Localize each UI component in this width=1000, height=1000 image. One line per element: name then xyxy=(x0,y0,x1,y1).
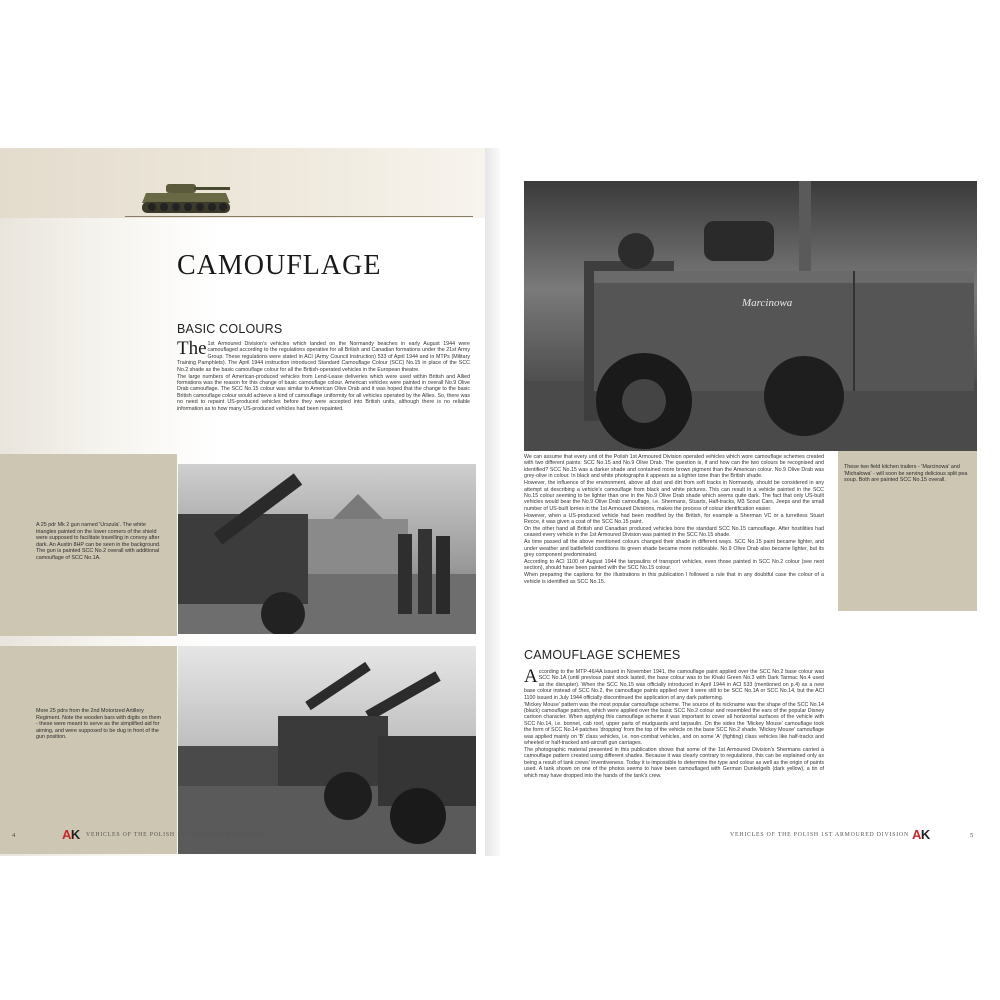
section-heading-basic-colours: BASIC COLOURS xyxy=(177,322,283,336)
photo-25pdr-guns xyxy=(178,646,476,854)
body-para-4: On the other hand all British and Canadian produced vehicles bore the standard SCC No.15 camouflage. After hostilities had ceased every vehicle in the 1st Armoured Division was painted in the SCC No.15 shade. xyxy=(524,525,824,539)
header-rule xyxy=(125,216,473,217)
section-heading-camouflage-schemes: CAMOUFLAGE SCHEMES xyxy=(524,648,681,662)
photo-3-image xyxy=(524,181,977,451)
body-para-6: According to ACI 1100 of August 1944 the tarpaulins of transport vehicles, even those painted in SCC No.2 colour (see next section), should have been painted with the SCC No.15 colour. xyxy=(524,559,824,572)
intro-paragraph: 1st Armoured Division's vehicles which landed on the Normandy beaches in early August 1944 were camouflaged according to the regulations operative for all British and Canadian formations under the 21st Army Group. These regulations were stated in ACI (Army Council Instruction) 533 of April 1944 and in MTPs (Military Training Pamphlets). The April 1944 instruction introduced Standard Camouflage Colour (SCC) No.15 in place of the SCC No.2 shade as the basic camouflage colour for all the British-operated vehicles in the European theatre. xyxy=(177,341,470,373)
caption-3: These two field kitchen trailers - 'Marcinowa' and 'Michałowa' - will soon be serving delicious split pea soup. Both are painted SCC No.15 overall. xyxy=(844,464,968,484)
caption-2: More 25 pdrs from the 2nd Motorized Artillery Regiment. Note the wooden bars with digits on them - these were meant to serve as the simplified aid for aiming, and were supposed to be dug in front of the gun position. xyxy=(36,708,161,741)
schemes-para-2: 'Mickey Mouse' pattern was the most popular camouflage scheme. The source of its nickname was the shape of the SCC No.14 (black) camouflage patches, which were applied over the basic SCC No.2 colour and resembled the ears of the popular Disney cartoon character. When applying this camouflage scheme it was important to cover all horizontal surfaces of the vehicle with SCC No.14, i.e. bonnet, cab roof, upper parts of mudguards and tarpaulin. On the sides the 'Mickey Mouse' camouflage took the form of SCC No.14 patches 'dropping' from the top of the vehicle on the base SCC No.2 shade. 'Mickey Mouse' camouflage was applied mainly on 'B' class vehicles, i.e. non-combat vehicles, and on some 'A' (fighting) class vehicles like half-tracks and wheeled or half-tracked anti-aircraft gun carriages. xyxy=(524,701,824,746)
body-para-5: As time passed all the above mentioned colours changed their shade in different ways. SCC No.15 paint became lighter, and under weather and battlefield conditions its green shade became more noticeable. No.9 Olive Drab also became lighter, but its grey component predominated. xyxy=(524,539,824,559)
body-para-1: We can assume that every unit of the Polish 1st Armoured Division operated vehicles which wore camouflage schemes created with two different paints: SCC No.15 and No.9 Olive Drab. The question is, if and how can the two colours be recognised and identified? SCC No.15 was a darker shade and contained more brown pigment than the American colour. No.9 Olive Drab was grey-olive in colour. In black and white photographs it appears as a lighter tone than the British shade. xyxy=(524,454,824,480)
page-title: CAMOUFLAGE xyxy=(177,250,382,281)
book-gutter xyxy=(485,148,500,856)
ak-logo-icon-right: AK xyxy=(912,827,930,842)
schemes-para-1: ccording to the MTP-46/4A issued in November 1941, the camouflage paint applied over the SCC No.2 base colour was SCC No.1A (until previous paint stock lasted, the base colour was to be Khaki Green No.3 with Dark Tarmac No.4 used as the disrupter). When the SCC No.15 was officially introduced in April 1944 in ACI 533 (mentioned on p.4) as a new base colour instead of SCC No.2, the camouflage paints applied over it were still to be SCC No.1A or SCC No.14, but the ACI 1100 issued in July 1944 officially discontinued the application of any dark patterning. xyxy=(524,669,824,701)
olive-drab-text xyxy=(524,454,824,586)
footer-title-right: VEHICLES OF THE POLISH 1ST ARMOURED DIVISION xyxy=(730,832,909,838)
caption-box-2 xyxy=(0,646,177,854)
footer-title-left: VEHICLES OF THE POLISH 1ST ARMOURED DIVISION xyxy=(86,832,265,838)
body-para-7: When preparing the captions for the illustrations in this publication I followed a rule that in any doubtful case the colour of a vehicle is identified as SCC No.15. xyxy=(524,572,824,585)
left-page xyxy=(0,148,485,856)
page-number-left: 4 xyxy=(12,832,16,839)
photo-1-image xyxy=(178,464,476,634)
drop-cap: The xyxy=(177,338,207,359)
paragraph-2: The large numbers of American-produced vehicles from Lend-Lease deliveries which were used within British and Allied formations was the reason for this change of basic camouflage colour. American vehicles were painted in overall No.9 Olive Drab camouflage. The SCC No.15 colour was similar to American Olive Drab and it was hoped that the change to the basic British camouflage colour would achieve a kind of camouflage uniformity for all vehicles operated by the Allies. So, there was no need to repaint US-produced vehicles before they were accepted into British units, although there is no reliable information as to how many US-produced vehicles had been repainted. xyxy=(177,373,470,412)
page-number-right: 5 xyxy=(970,832,974,839)
tank-silhouette-icon xyxy=(138,176,238,218)
photo-field-kitchen-trailers xyxy=(524,181,977,451)
drop-cap-a: A xyxy=(524,666,538,687)
body-para-2: However, the influence of the environment, above all dust and dirt from soft tracks in Normandy, should be considered in any attempt at describing a vehicle's camouflage from black and white pictures. This can result in a vehicle painted in the SCC No.15 colour seeming to be lighter than one in the No.9 Olive Drab shade which seems quite dark. The fact that only US-built vehicles would bear the No.9 Olive Drab camouflage, i.e. Shermans, Stuarts, Half-tracks, M3 Scout Cars, Jeeps and the small number of US-built lorries in the 1st Armoured Divisions, makes the process of colour identification easier. xyxy=(524,480,824,512)
schemes-para-3: The photographic material presented in this publication shows that some of the 1st Armoured Division's Shermans carried a camouflage pattern created using different shades. Because it was clearly contrary to regulations, this can be explained only as being a result of tank crews' inventiveness. Today it is impossible to determine the type and colour as well as the origin of paints used. A tank shown on one of the photos seems to have been camouflaged with German Dunkelgelb (dark yellow), a tin of which may have dropped into the hands of the tank's crew. xyxy=(524,746,824,779)
right-page xyxy=(500,148,977,856)
photo-field-gun-urszula xyxy=(178,464,476,634)
trailer-name-label: Marcinowa xyxy=(742,297,793,309)
caption-1: A 25 pdr Mk 2 gun named 'Urszula'. The white triangles painted on the lower corners of the shield were supposed to facilitate travelling in convoy after dark. An Austin 8HP can be seen in the background. The gun is painted SCC No.2 overall with additional camouflage of SCC No.1A. xyxy=(36,522,161,561)
basic-colours-text xyxy=(177,338,470,412)
camouflage-schemes-text xyxy=(524,666,824,779)
header-strip xyxy=(0,148,485,218)
body-para-3: However, when a US-produced vehicle had been modified by the British, for example a Sherman VC or a turretless Stuart Recce, it was given a coat of the SCC No.15 paint. xyxy=(524,512,824,526)
ak-logo-icon: AK xyxy=(62,827,80,842)
photo-2-image xyxy=(178,646,476,854)
